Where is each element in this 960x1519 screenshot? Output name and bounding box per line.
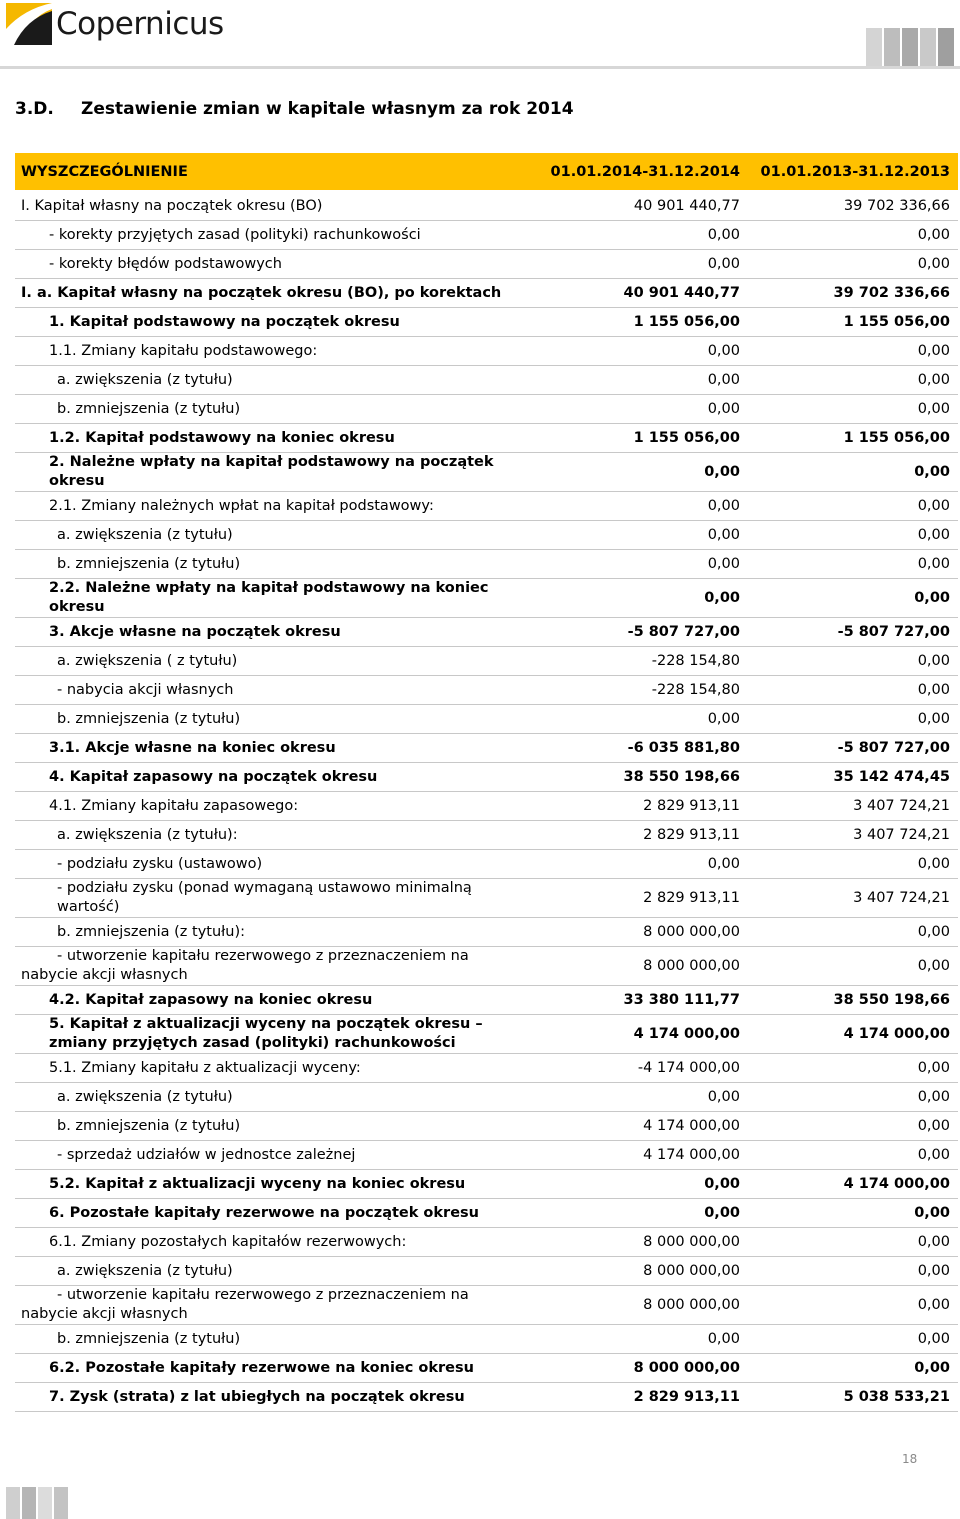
table-row xyxy=(15,1257,958,1286)
row-value-2013: 0,00 xyxy=(748,337,958,366)
row-value-2014: 40 901 440,77 xyxy=(522,279,748,308)
table-row xyxy=(15,1354,958,1383)
row-value-2014: 4 174 000,00 xyxy=(522,1112,748,1141)
row-label: 6.2. Pozostałe kapitały rezerwowe na koniec okresu xyxy=(15,1354,522,1383)
row-value-2014: 0,00 xyxy=(522,1083,748,1112)
table-row xyxy=(15,308,958,337)
row-label: - utworzenie kapitału rezerwowego z przeznaczeniem na nabycie akcji własnych xyxy=(15,947,522,986)
equity-changes-table xyxy=(15,153,958,1412)
row-value-2014: 0,00 xyxy=(522,453,748,492)
row-value-2013: 0,00 xyxy=(748,918,958,947)
row-value-2013: 0,00 xyxy=(748,676,958,705)
table-row xyxy=(15,1054,958,1083)
row-value-2014: 2 829 913,11 xyxy=(522,1383,748,1412)
table-row xyxy=(15,579,958,618)
row-value-2014: 0,00 xyxy=(522,492,748,521)
row-label: 1.2. Kapitał podstawowy na koniec okresu xyxy=(15,424,522,453)
row-label: 5.2. Kapitał z aktualizacji wyceny na koniec okresu xyxy=(15,1170,522,1199)
row-label: - utworzenie kapitału rezerwowego z przeznaczeniem na nabycie akcji własnych xyxy=(15,1286,522,1325)
row-value-2014: 8 000 000,00 xyxy=(522,1228,748,1257)
row-value-2014: -228 154,80 xyxy=(522,676,748,705)
row-value-2013: 0,00 xyxy=(748,1325,958,1354)
row-value-2013: 0,00 xyxy=(748,453,958,492)
row-label: b. zmniejszenia (z tytułu) xyxy=(15,1112,522,1141)
row-value-2013: 39 702 336,66 xyxy=(748,279,958,308)
row-label: a. zwiększenia (z tytułu) xyxy=(15,1083,522,1112)
row-value-2013: 0,00 xyxy=(748,1286,958,1325)
row-value-2014: 0,00 xyxy=(522,366,748,395)
row-value-2014: 38 550 198,66 xyxy=(522,763,748,792)
table-row xyxy=(15,521,958,550)
row-value-2013: 39 702 336,66 xyxy=(748,191,958,221)
row-label: I. Kapitał własny na początek okresu (BO) xyxy=(15,191,522,221)
column-header-description: WYSZCZEGÓLNIENIE xyxy=(15,153,522,191)
row-value-2014: 8 000 000,00 xyxy=(522,1257,748,1286)
row-value-2013: 0,00 xyxy=(748,1228,958,1257)
row-value-2013: 1 155 056,00 xyxy=(748,424,958,453)
section-title xyxy=(15,99,574,119)
section-title-text: Zestawienie zmian w kapitale własnym za rok 2014 xyxy=(81,99,574,119)
row-value-2014: 1 155 056,00 xyxy=(522,424,748,453)
row-value-2014: 1 155 056,00 xyxy=(522,308,748,337)
row-value-2014: 0,00 xyxy=(522,250,748,279)
row-value-2013: 0,00 xyxy=(748,1112,958,1141)
row-value-2013: 0,00 xyxy=(748,366,958,395)
row-value-2014: 8 000 000,00 xyxy=(522,918,748,947)
footer-decoration xyxy=(6,1487,68,1519)
row-value-2013: 0,00 xyxy=(748,647,958,676)
table-row xyxy=(15,395,958,424)
table-row xyxy=(15,850,958,879)
row-label: 2.1. Zmiany należnych wpłat na kapitał podstawowy: xyxy=(15,492,522,521)
row-label: b. zmniejszenia (z tytułu) xyxy=(15,705,522,734)
table-row xyxy=(15,1383,958,1412)
row-value-2014: 0,00 xyxy=(522,705,748,734)
header-decoration xyxy=(866,28,954,66)
table-row xyxy=(15,453,958,492)
table-row xyxy=(15,705,958,734)
table-row xyxy=(15,221,958,250)
row-value-2014: 0,00 xyxy=(522,337,748,366)
row-label: b. zmniejszenia (z tytułu) xyxy=(15,1325,522,1354)
table-row xyxy=(15,250,958,279)
table-row xyxy=(15,424,958,453)
row-value-2013: 0,00 xyxy=(748,1054,958,1083)
row-value-2014: 4 174 000,00 xyxy=(522,1015,748,1054)
row-label: a. zwiększenia (z tytułu) xyxy=(15,366,522,395)
row-value-2014: 0,00 xyxy=(522,550,748,579)
row-label: 7. Zysk (strata) z lat ubiegłych na początek okresu xyxy=(15,1383,522,1412)
row-label: - korekty przyjętych zasad (polityki) rachunkowości xyxy=(15,221,522,250)
table-row xyxy=(15,792,958,821)
row-value-2014: 8 000 000,00 xyxy=(522,947,748,986)
row-value-2014: 0,00 xyxy=(522,395,748,424)
table-header-row xyxy=(15,153,958,191)
row-value-2013: 0,00 xyxy=(748,579,958,618)
row-value-2014: 0,00 xyxy=(522,221,748,250)
logo-mark-icon xyxy=(6,3,52,45)
row-label: 4. Kapitał zapasowy na początek okresu xyxy=(15,763,522,792)
table-row xyxy=(15,1228,958,1257)
row-value-2013: 3 407 724,21 xyxy=(748,821,958,850)
table-row xyxy=(15,191,958,221)
table-row xyxy=(15,1286,958,1325)
row-label: 2.2. Należne wpłaty na kapitał podstawowy na koniec okresu xyxy=(15,579,522,618)
row-value-2014: 2 829 913,11 xyxy=(522,792,748,821)
row-label: b. zmniejszenia (z tytułu): xyxy=(15,918,522,947)
row-label: - podziału zysku (ustawowo) xyxy=(15,850,522,879)
row-value-2014: 0,00 xyxy=(522,1170,748,1199)
row-value-2013: 4 174 000,00 xyxy=(748,1170,958,1199)
row-value-2013: 0,00 xyxy=(748,850,958,879)
row-value-2013: 5 038 533,21 xyxy=(748,1383,958,1412)
table-row xyxy=(15,647,958,676)
row-label: a. zwiększenia (z tytułu): xyxy=(15,821,522,850)
row-value-2014: 0,00 xyxy=(522,850,748,879)
table-row xyxy=(15,1015,958,1054)
table-row xyxy=(15,734,958,763)
row-value-2013: 3 407 724,21 xyxy=(748,879,958,918)
table-row xyxy=(15,618,958,647)
column-header-2013: 01.01.2013-31.12.2013 xyxy=(748,153,958,191)
row-value-2013: 0,00 xyxy=(748,1257,958,1286)
row-label: a. zwiększenia (z tytułu) xyxy=(15,521,522,550)
table-row xyxy=(15,279,958,308)
row-label: 6. Pozostałe kapitały rezerwowe na początek okresu xyxy=(15,1199,522,1228)
table-row xyxy=(15,337,958,366)
row-value-2013: 0,00 xyxy=(748,221,958,250)
row-label: - podziału zysku (ponad wymaganą ustawowo minimalną wartość) xyxy=(15,879,522,918)
row-value-2013: 38 550 198,66 xyxy=(748,986,958,1015)
row-value-2014: 33 380 111,77 xyxy=(522,986,748,1015)
row-value-2013: 0,00 xyxy=(748,395,958,424)
row-label: b. zmniejszenia (z tytułu) xyxy=(15,550,522,579)
row-value-2014: 0,00 xyxy=(522,521,748,550)
row-label: 3. Akcje własne na początek okresu xyxy=(15,618,522,647)
row-value-2013: -5 807 727,00 xyxy=(748,618,958,647)
table-row xyxy=(15,1199,958,1228)
row-value-2014: -228 154,80 xyxy=(522,647,748,676)
table-row xyxy=(15,550,958,579)
row-value-2013: 1 155 056,00 xyxy=(748,308,958,337)
table-row xyxy=(15,1170,958,1199)
table-row xyxy=(15,366,958,395)
row-value-2014: 0,00 xyxy=(522,1199,748,1228)
row-label: 4.2. Kapitał zapasowy na koniec okresu xyxy=(15,986,522,1015)
table-row xyxy=(15,763,958,792)
row-label: a. zwiększenia ( z tytułu) xyxy=(15,647,522,676)
row-value-2014: -5 807 727,00 xyxy=(522,618,748,647)
table-row xyxy=(15,821,958,850)
copernicus-logo xyxy=(6,2,224,46)
row-value-2013: 0,00 xyxy=(748,1141,958,1170)
table-row xyxy=(15,1141,958,1170)
row-value-2013: 35 142 474,45 xyxy=(748,763,958,792)
row-value-2013: 3 407 724,21 xyxy=(748,792,958,821)
row-label: 1. Kapitał podstawowy na początek okresu xyxy=(15,308,522,337)
table-row xyxy=(15,879,958,918)
row-value-2013: 0,00 xyxy=(748,947,958,986)
row-value-2013: -5 807 727,00 xyxy=(748,734,958,763)
row-value-2014: 0,00 xyxy=(522,1325,748,1354)
table-row xyxy=(15,492,958,521)
row-label: 1.1. Zmiany kapitału podstawowego: xyxy=(15,337,522,366)
logo-text: Copernicus xyxy=(56,6,224,42)
row-value-2014: 0,00 xyxy=(522,579,748,618)
row-label: - sprzedaż udziałów w jednostce zależnej xyxy=(15,1141,522,1170)
table-row xyxy=(15,986,958,1015)
table-row xyxy=(15,947,958,986)
row-value-2013: 0,00 xyxy=(748,550,958,579)
table-row xyxy=(15,1325,958,1354)
row-value-2013: 0,00 xyxy=(748,705,958,734)
table-row xyxy=(15,918,958,947)
section-number: 3.D. xyxy=(15,99,54,119)
row-label: 4.1. Zmiany kapitału zapasowego: xyxy=(15,792,522,821)
row-label: 3.1. Akcje własne na koniec okresu xyxy=(15,734,522,763)
row-value-2014: 2 829 913,11 xyxy=(522,821,748,850)
row-label: 6.1. Zmiany pozostałych kapitałów rezerwowych: xyxy=(15,1228,522,1257)
row-value-2013: 0,00 xyxy=(748,250,958,279)
row-label: - korekty błędów podstawowych xyxy=(15,250,522,279)
table-row xyxy=(15,676,958,705)
row-label: 5. Kapitał z aktualizacji wyceny na początek okresu – zmiany przyjętych zasad (polityki) rachunkowości xyxy=(15,1015,522,1054)
row-value-2013: 0,00 xyxy=(748,1354,958,1383)
table-row xyxy=(15,1083,958,1112)
table-row xyxy=(15,1112,958,1141)
row-value-2014: 8 000 000,00 xyxy=(522,1354,748,1383)
row-value-2014: 4 174 000,00 xyxy=(522,1141,748,1170)
row-value-2014: 8 000 000,00 xyxy=(522,1286,748,1325)
row-label: 5.1. Zmiany kapitału z aktualizacji wyceny: xyxy=(15,1054,522,1083)
row-label: 2. Należne wpłaty na kapitał podstawowy na początek okresu xyxy=(15,453,522,492)
page-number: 18 xyxy=(902,1452,918,1466)
row-value-2013: 0,00 xyxy=(748,492,958,521)
row-value-2013: 0,00 xyxy=(748,521,958,550)
row-value-2014: 40 901 440,77 xyxy=(522,191,748,221)
row-value-2013: 4 174 000,00 xyxy=(748,1015,958,1054)
row-label: I. a. Kapitał własny na początek okresu (BO), po korektach xyxy=(15,279,522,308)
row-label: - nabycia akcji własnych xyxy=(15,676,522,705)
row-value-2014: -6 035 881,80 xyxy=(522,734,748,763)
row-value-2013: 0,00 xyxy=(748,1083,958,1112)
row-value-2014: -4 174 000,00 xyxy=(522,1054,748,1083)
row-label: b. zmniejszenia (z tytułu) xyxy=(15,395,522,424)
column-header-2014: 01.01.2014-31.12.2014 xyxy=(522,153,748,191)
row-value-2014: 2 829 913,11 xyxy=(522,879,748,918)
row-value-2013: 0,00 xyxy=(748,1199,958,1228)
row-label: a. zwiększenia (z tytułu) xyxy=(15,1257,522,1286)
header-divider xyxy=(0,66,960,69)
